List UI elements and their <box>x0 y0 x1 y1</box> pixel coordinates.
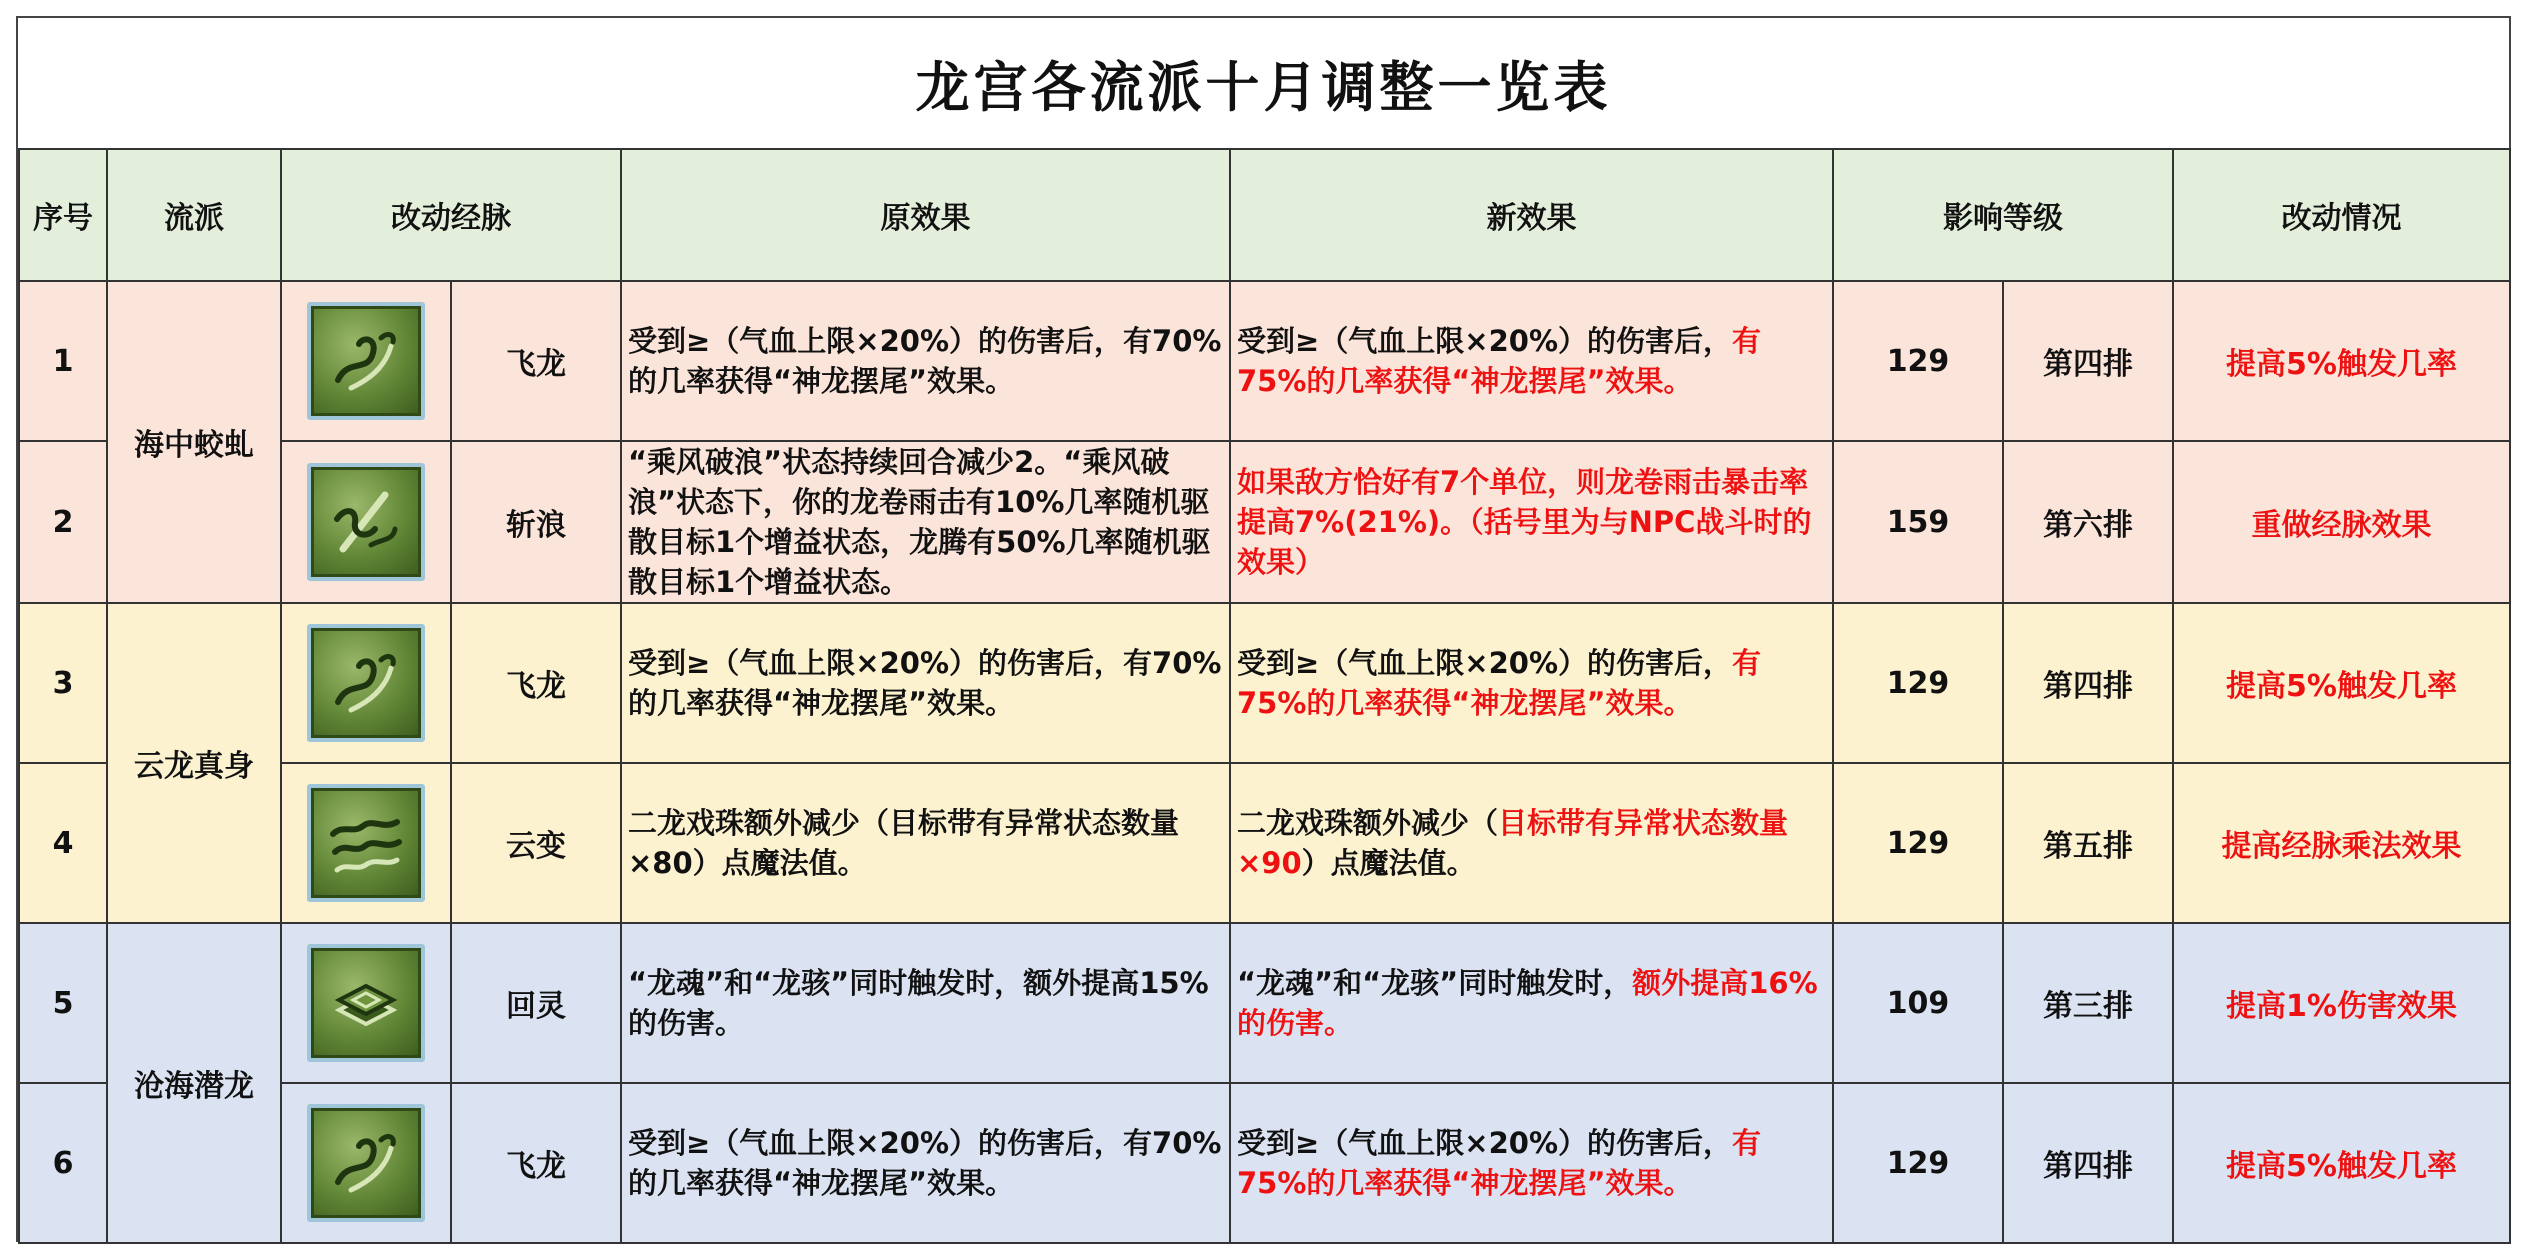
meridian-name: 飞龙 <box>451 1083 621 1243</box>
meridian-name: 回灵 <box>451 923 621 1083</box>
meridian-icon-cell <box>281 281 451 441</box>
header-meridian: 改动经脉 <box>281 149 621 281</box>
meridian-name: 云变 <box>451 763 621 923</box>
new-effect: 受到≥（气血上限×20%）的伤害后，有75%的几率获得“神龙摆尾”效果。 <box>1230 281 1833 441</box>
table-row <box>19 603 2510 763</box>
row-seq: 1 <box>19 281 107 441</box>
spirit-return-icon <box>307 944 425 1062</box>
impact-level: 129 <box>1833 603 2003 763</box>
old-effect: 受到≥（气血上限×20%）的伤害后，有70%的几率获得“神龙摆尾”效果。 <box>621 603 1230 763</box>
old-effect: 受到≥（气血上限×20%）的伤害后，有70%的几率获得“神龙摆尾”效果。 <box>621 281 1230 441</box>
header-new-effect: 新效果 <box>1230 149 1833 281</box>
impact-level: 109 <box>1833 923 2003 1083</box>
row-seq: 5 <box>19 923 107 1083</box>
meridian-name: 飞龙 <box>451 281 621 441</box>
adjustment-table <box>18 148 2511 1244</box>
change-summary: 提高经脉乘法效果 <box>2173 763 2510 923</box>
old-effect: “乘风破浪”状态持续回合减少2。“乘风破浪”状态下，你的龙卷雨击有10%几率随机驱散目标1个增益状态，龙腾有50%几率随机驱散目标1个增益状态。 <box>621 441 1230 603</box>
new-effect: 二龙戏珠额外减少（目标带有异常状态数量×90）点魔法值。 <box>1230 763 1833 923</box>
impact-row: 第三排 <box>2003 923 2173 1083</box>
table-row <box>19 1083 2510 1243</box>
dragon-tail-icon <box>307 302 425 420</box>
table-row <box>19 281 2510 441</box>
new-effect: 如果敌方恰好有7个单位，则龙卷雨击暴击率提高7%(21%)。（括号里为与NPC战斗时的效果） <box>1230 441 1833 603</box>
table-row <box>19 441 2510 603</box>
change-summary: 提高5%触发几率 <box>2173 1083 2510 1243</box>
impact-level: 159 <box>1833 441 2003 603</box>
new-effect: “龙魂”和“龙骇”同时触发时，额外提高16%的伤害。 <box>1230 923 1833 1083</box>
impact-row: 第四排 <box>2003 1083 2173 1243</box>
page-title: 龙宫各流派十月调整一览表 <box>915 55 1612 119</box>
impact-row: 第六排 <box>2003 441 2173 603</box>
row-seq: 2 <box>19 441 107 603</box>
header-school: 流派 <box>107 149 281 281</box>
meridian-icon-cell <box>281 763 451 923</box>
wave-slash-icon <box>307 463 425 581</box>
impact-row: 第四排 <box>2003 281 2173 441</box>
header-old-effect: 原效果 <box>621 149 1230 281</box>
impact-level: 129 <box>1833 1083 2003 1243</box>
change-summary: 重做经脉效果 <box>2173 441 2510 603</box>
table-row <box>19 923 2510 1083</box>
cloud-change-icon <box>307 784 425 902</box>
old-effect: “龙魂”和“龙骇”同时触发时，额外提高15%的伤害。 <box>621 923 1230 1083</box>
row-seq: 4 <box>19 763 107 923</box>
new-effect: 受到≥（气血上限×20%）的伤害后，有75%的几率获得“神龙摆尾”效果。 <box>1230 1083 1833 1243</box>
dragon-tail-icon <box>307 1104 425 1222</box>
header-change: 改动情况 <box>2173 149 2510 281</box>
meridian-name: 斩浪 <box>451 441 621 603</box>
table-row <box>19 763 2510 923</box>
row-seq: 6 <box>19 1083 107 1243</box>
meridian-name: 飞龙 <box>451 603 621 763</box>
meridian-icon-cell <box>281 441 451 603</box>
meridian-icon-cell <box>281 1083 451 1243</box>
school-name: 海中蛟虬 <box>107 281 281 603</box>
header-impact-level: 影响等级 <box>1833 149 2173 281</box>
old-effect: 二龙戏珠额外减少（目标带有异常状态数量×80）点魔法值。 <box>621 763 1230 923</box>
impact-row: 第五排 <box>2003 763 2173 923</box>
school-name: 云龙真身 <box>107 603 281 923</box>
impact-level: 129 <box>1833 763 2003 923</box>
old-effect: 受到≥（气血上限×20%）的伤害后，有70%的几率获得“神龙摆尾”效果。 <box>621 1083 1230 1243</box>
school-name: 沧海潜龙 <box>107 923 281 1243</box>
header-seq: 序号 <box>19 149 107 281</box>
meridian-icon-cell <box>281 603 451 763</box>
meridian-icon-cell <box>281 923 451 1083</box>
dragon-tail-icon <box>307 624 425 742</box>
impact-row: 第四排 <box>2003 603 2173 763</box>
change-summary: 提高5%触发几率 <box>2173 603 2510 763</box>
new-effect: 受到≥（气血上限×20%）的伤害后，有75%的几率获得“神龙摆尾”效果。 <box>1230 603 1833 763</box>
impact-level: 129 <box>1833 281 2003 441</box>
change-summary: 提高5%触发几率 <box>2173 281 2510 441</box>
row-seq: 3 <box>19 603 107 763</box>
change-summary: 提高1%伤害效果 <box>2173 923 2510 1083</box>
table-sheet <box>16 16 2511 1242</box>
